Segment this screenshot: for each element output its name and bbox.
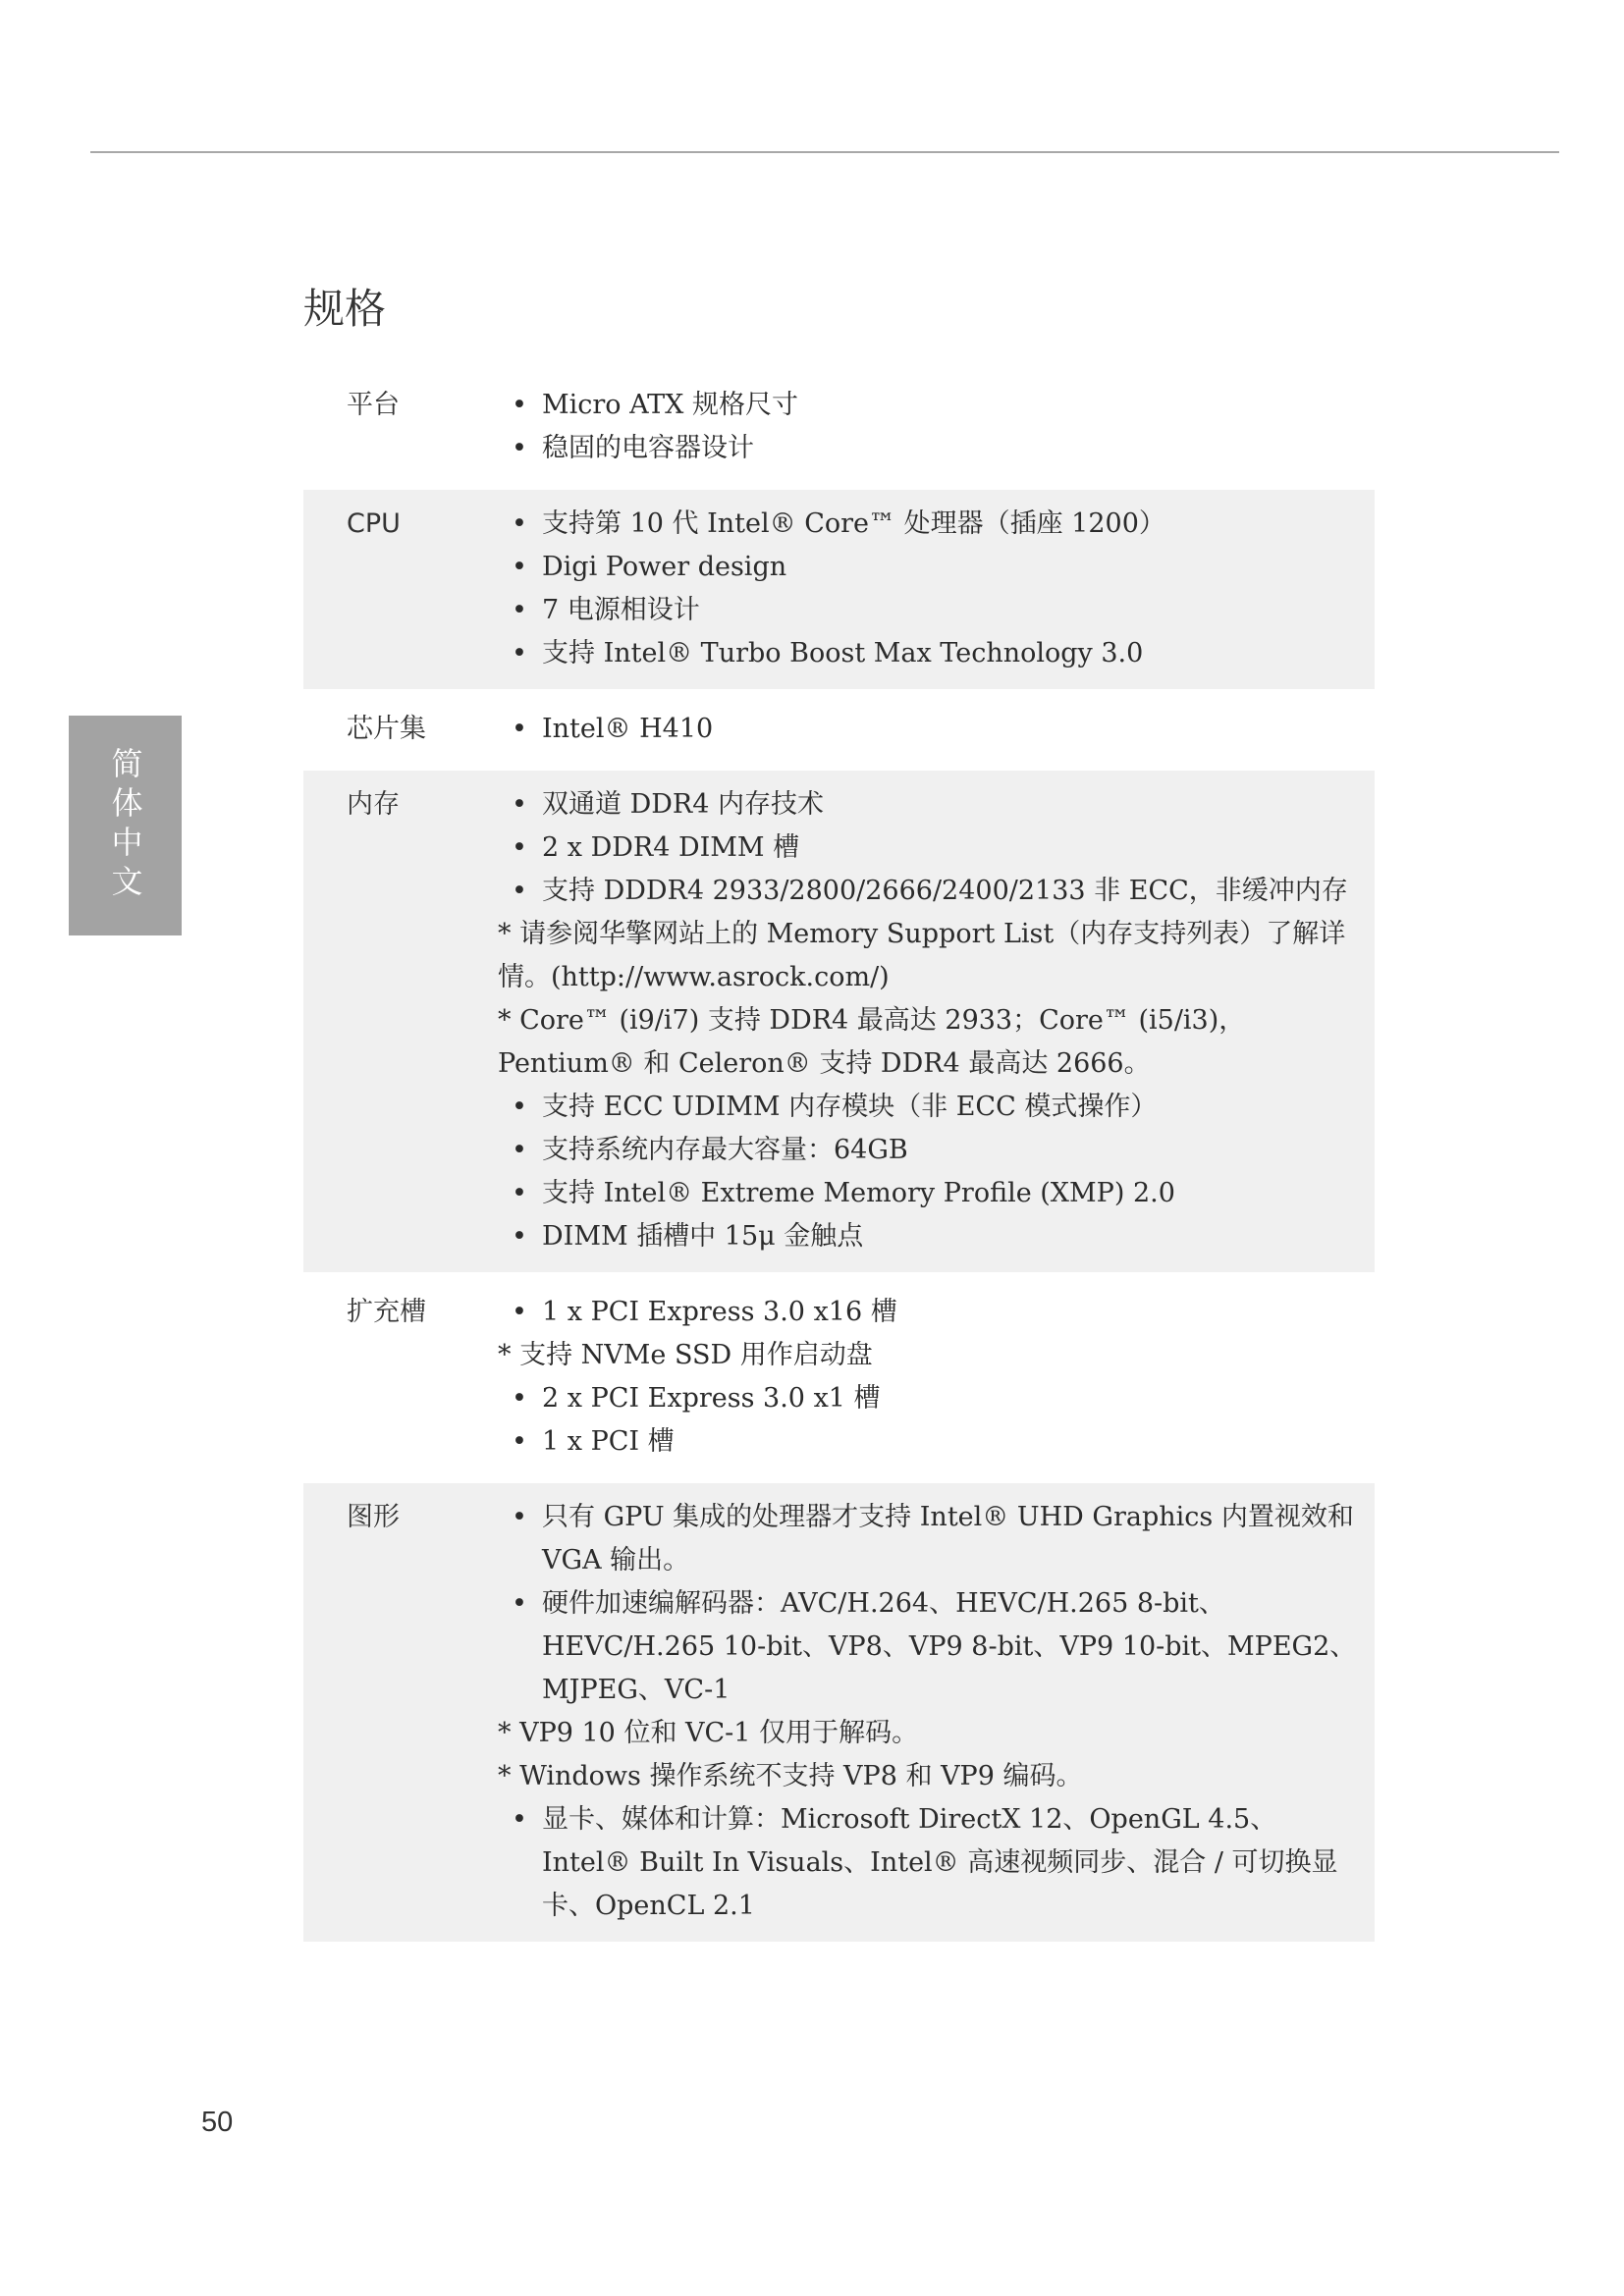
spec-note: * Windows 操作系统不支持 VP8 和 VP9 编码。 [498, 1761, 1083, 1791]
page-number: 50 [201, 2107, 234, 2138]
spec-bullet-item: • 2 x DDR4 DIMM 槽 [498, 827, 1361, 870]
spec-row-platform [303, 371, 1375, 484]
spec-note: * VP9 10 位和 VC-1 仅用于解码。 [498, 1718, 919, 1748]
spec-table [303, 371, 1375, 1942]
spec-bullet-item: • 7 电源相设计 [498, 589, 1361, 632]
spec-label-expansion: 扩充槽 [347, 1297, 426, 1327]
spec-bullet-item: • 只有 GPU 集成的处理器才支持 Intel® UHD Graphics 内置视效和 VGA 输出。 [498, 1496, 1361, 1582]
language-side-tab-label: 简体中文 [106, 747, 144, 904]
spec-bullet-item: • 支持 DDDR4 2933/2800/2666/2400/2133 非 ECC，非缓冲内存 [498, 870, 1361, 913]
spec-bullet-item: • 1 x PCI 槽 [498, 1420, 1361, 1464]
spec-bullet-item: • 1 x PCI Express 3.0 x16 槽 [498, 1291, 1361, 1334]
spec-label-memory: 内存 [347, 789, 400, 820]
spec-bullet-item: • 支持第 10 代 Intel® Core™ 处理器（插座 1200） [498, 503, 1361, 546]
spec-note: * Core™ (i9/i7) 支持 DDR4 最高达 2933；Core™ (i5/i3)，Pentium® 和 Celeron® 支持 DDR4 最高达 2666。 [498, 1005, 1246, 1079]
spec-bullet-item: • Micro ATX 规格尺寸 [498, 384, 1361, 427]
spec-items-graphics [498, 1496, 1375, 1928]
spec-label-chipset: 芯片集 [347, 714, 426, 744]
spec-label-cpu: CPU [347, 508, 401, 539]
spec-label-graphics: 图形 [347, 1502, 400, 1532]
spec-label-platform: 平台 [347, 390, 400, 420]
spec-bullet-item: • DIMM 插槽中 15μ 金触点 [498, 1215, 1361, 1258]
spec-bullet-item: • Intel® H410 [498, 708, 1361, 751]
spec-note: * 请参阅华擎网站上的 Memory Support List（内存支持列表）了解详情。(http://www.asrock.com/) [498, 919, 1346, 992]
spec-bullet-item: • Digi Power design [498, 546, 1361, 589]
header-rule [90, 151, 1559, 153]
spec-bullet-item: • 支持 Intel® Extreme Memory Profile (XMP) 2.0 [498, 1172, 1361, 1215]
spec-bullet-item: • 支持 ECC UDIMM 内存模块（非 ECC 模式操作） [498, 1086, 1361, 1129]
spec-items-platform [498, 384, 1375, 470]
spec-bullet-item: • 2 x PCI Express 3.0 x1 槽 [498, 1377, 1361, 1420]
spec-bullet-item: • 支持系统内存最大容量：64GB [498, 1129, 1361, 1172]
spec-items-memory [498, 783, 1375, 1258]
spec-row-chipset [303, 695, 1375, 765]
spec-bullet-item: • 双通道 DDR4 内存技术 [498, 783, 1361, 827]
spec-bullet-item: • 硬件加速编解码器：AVC/H.264、HEVC/H.265 8-bit、HEVC/H.265 10-bit、VP8、VP9 8-bit、VP9 10-bit、MPEG2、MJPEG、VC-1 [498, 1582, 1361, 1712]
spec-items-cpu [498, 503, 1375, 675]
spec-row-graphics [303, 1483, 1375, 1942]
page-title: 规格 [303, 285, 387, 333]
spec-row-cpu [303, 490, 1375, 689]
spec-row-expansion [303, 1278, 1375, 1477]
spec-bullet-item: • 支持 Intel® Turbo Boost Max Technology 3.0 [498, 632, 1361, 675]
spec-note: * 支持 NVMe SSD 用作启动盘 [498, 1340, 873, 1370]
spec-bullet-item: • 稳固的电容器设计 [498, 427, 1361, 470]
spec-items-expansion [498, 1291, 1375, 1464]
language-side-tab [69, 716, 182, 935]
spec-items-chipset [498, 708, 1375, 751]
spec-row-memory [303, 771, 1375, 1272]
spec-bullet-item: • 显卡、媒体和计算：Microsoft DirectX 12、OpenGL 4.5、Intel® Built In Visuals、Intel® 高速视频同步、混合 / 可切换显卡、OpenCL 2.1 [498, 1798, 1361, 1928]
